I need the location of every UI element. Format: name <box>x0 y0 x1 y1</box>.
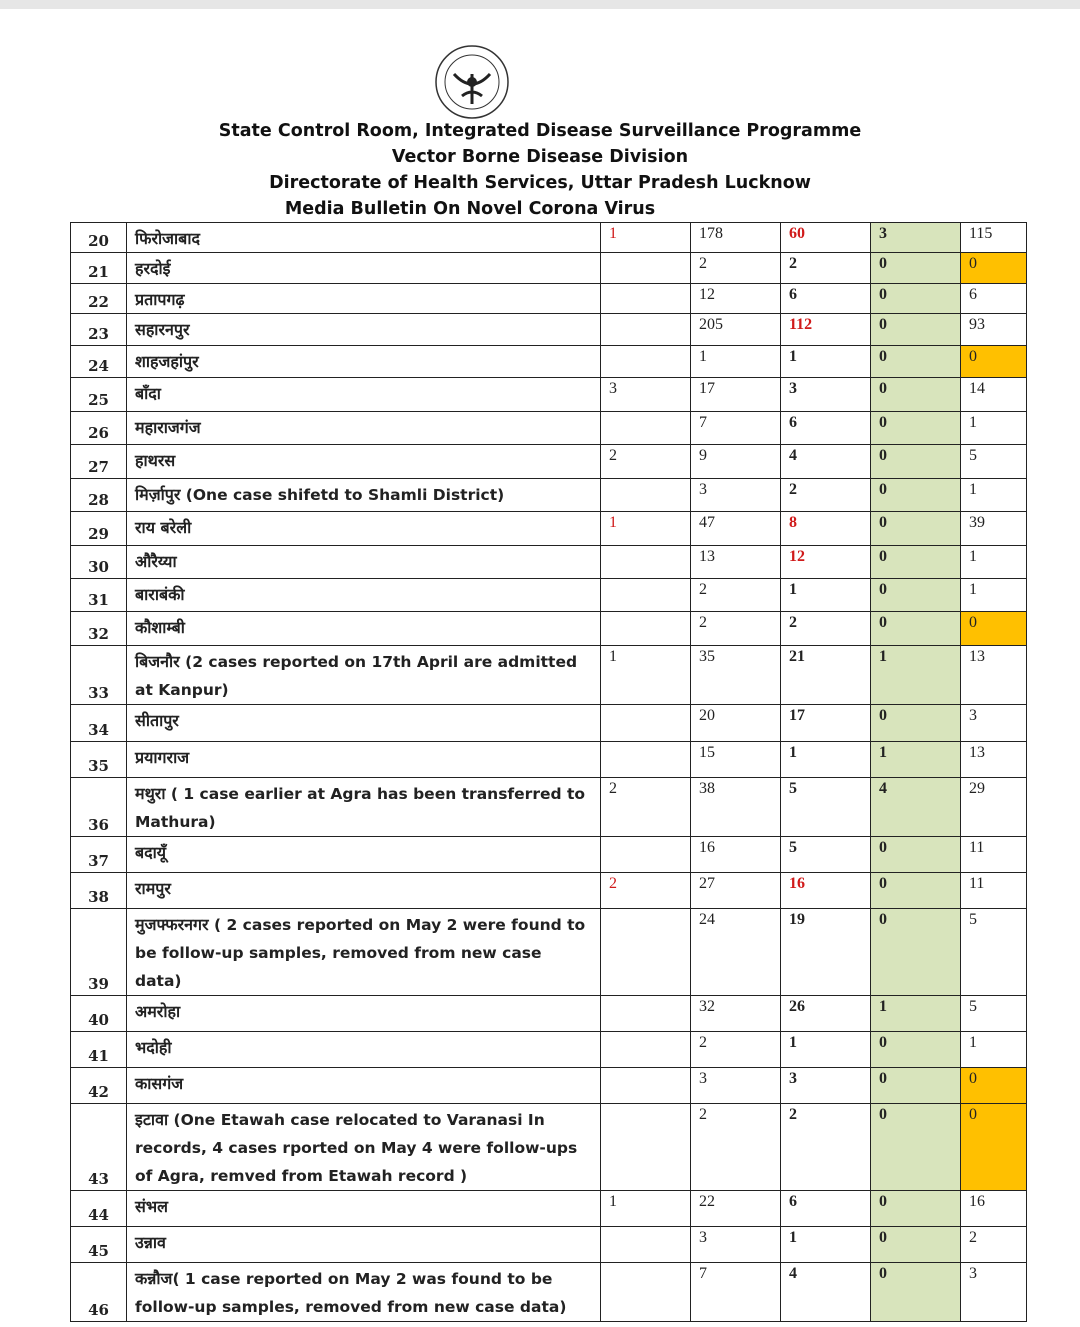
serial-number: 24 <box>71 346 127 378</box>
district-cases-table <box>70 222 1027 1322</box>
col-1-value <box>601 837 691 873</box>
table-row <box>71 705 1027 742</box>
district-name: प्रतापगढ़ <box>135 290 185 309</box>
serial-number: 39 <box>71 909 127 996</box>
district-name: सहारनपुर <box>135 320 190 339</box>
table-row <box>71 612 1027 646</box>
district-name: बदायूँ <box>135 843 167 862</box>
col-4-value: 1 <box>871 742 961 778</box>
district-name-cell <box>127 873 601 909</box>
col-3-value: 4 <box>781 445 871 479</box>
table-row <box>71 512 1027 546</box>
district-name: कासगंज <box>135 1074 184 1093</box>
col-2-value: 3 <box>691 479 781 512</box>
district-name-cell <box>127 778 601 837</box>
col-4-value: 0 <box>871 512 961 546</box>
district-name: औरैय्या <box>135 552 177 571</box>
district-name: कन्नौज <box>135 1269 173 1288</box>
table-row <box>71 579 1027 612</box>
district-name: शाहजहांपुर <box>135 352 199 371</box>
district-name-cell <box>127 909 601 996</box>
col-2-value: 3 <box>691 1227 781 1263</box>
table-row <box>71 1104 1027 1191</box>
col-2-value: 24 <box>691 909 781 996</box>
district-name: फिरोजाबाद <box>135 229 200 248</box>
col-2-value: 2 <box>691 253 781 284</box>
district-name-cell <box>127 445 601 479</box>
col-5-value: 5 <box>961 445 1027 479</box>
col-4-value: 0 <box>871 612 961 646</box>
serial-number: 34 <box>71 705 127 742</box>
col-3-value: 16 <box>781 873 871 909</box>
col-3-value: 2 <box>781 253 871 284</box>
col-5-value: 1 <box>961 546 1027 579</box>
table-row <box>71 479 1027 512</box>
serial-number: 20 <box>71 223 127 253</box>
district-name: बाराबंकी <box>135 585 185 604</box>
col-5-value: 5 <box>961 909 1027 996</box>
serial-number: 42 <box>71 1068 127 1104</box>
col-3-value: 8 <box>781 512 871 546</box>
col-2-value: 17 <box>691 378 781 412</box>
table-row <box>71 837 1027 873</box>
col-1-value <box>601 909 691 996</box>
col-4-value: 0 <box>871 546 961 579</box>
serial-number: 33 <box>71 646 127 705</box>
col-5-value: 16 <box>961 1191 1027 1227</box>
col-2-value: 1 <box>691 346 781 378</box>
col-4-value: 4 <box>871 778 961 837</box>
serial-number: 25 <box>71 378 127 412</box>
col-1-value: 2 <box>601 873 691 909</box>
col-4-value: 0 <box>871 378 961 412</box>
table-row <box>71 1032 1027 1068</box>
col-5-value: 14 <box>961 378 1027 412</box>
col-5-value: 6 <box>961 284 1027 314</box>
col-3-value: 21 <box>781 646 871 705</box>
col-1-value <box>601 705 691 742</box>
district-name: महाराजगंज <box>135 418 201 437</box>
col-4-value: 0 <box>871 445 961 479</box>
district-note: ( 1 case earlier at Agra has been transferred to Mathura) <box>135 785 586 831</box>
col-3-value: 3 <box>781 1068 871 1104</box>
col-2-value: 3 <box>691 1068 781 1104</box>
col-3-value: 112 <box>781 314 871 346</box>
col-4-value: 0 <box>871 1191 961 1227</box>
col-1-value: 1 <box>601 646 691 705</box>
col-1-value <box>601 284 691 314</box>
district-name-cell <box>127 1263 601 1322</box>
col-4-value: 0 <box>871 1032 961 1068</box>
district-name-cell <box>127 479 601 512</box>
district-note: (2 cases reported on 17th April are admitted at Kanpur) <box>135 653 578 699</box>
col-3-value: 1 <box>781 346 871 378</box>
table-row <box>71 314 1027 346</box>
col-1-value <box>601 579 691 612</box>
header-line-3: Directorate of Health Services, Uttar Pradesh Lucknow <box>269 173 811 193</box>
serial-number: 41 <box>71 1032 127 1068</box>
serial-number: 38 <box>71 873 127 909</box>
table-row <box>71 1068 1027 1104</box>
col-2-value: 27 <box>691 873 781 909</box>
col-2-value: 2 <box>691 579 781 612</box>
table-row <box>71 253 1027 284</box>
col-2-value: 22 <box>691 1191 781 1227</box>
col-5-value: 1 <box>961 412 1027 445</box>
district-name: बिजनौर <box>135 652 180 671</box>
col-3-value: 6 <box>781 412 871 445</box>
col-5-value: 1 <box>961 579 1027 612</box>
serial-number: 45 <box>71 1227 127 1263</box>
col-4-value: 0 <box>871 412 961 445</box>
district-name-cell <box>127 1104 601 1191</box>
col-1-value <box>601 996 691 1032</box>
col-2-value: 7 <box>691 1263 781 1322</box>
col-5-value: 13 <box>961 742 1027 778</box>
col-4-value: 0 <box>871 253 961 284</box>
col-4-value: 0 <box>871 909 961 996</box>
col-1-value: 2 <box>601 778 691 837</box>
district-name-cell <box>127 412 601 445</box>
table-row <box>71 223 1027 253</box>
district-name-cell <box>127 742 601 778</box>
col-1-value <box>601 1227 691 1263</box>
table-row <box>71 1191 1027 1227</box>
col-1-value <box>601 412 691 445</box>
col-2-value: 35 <box>691 646 781 705</box>
col-2-value: 13 <box>691 546 781 579</box>
col-1-value <box>601 1032 691 1068</box>
col-1-value <box>601 253 691 284</box>
table-row <box>71 546 1027 579</box>
serial-number: 31 <box>71 579 127 612</box>
serial-number: 46 <box>71 1263 127 1322</box>
col-5-value: 1 <box>961 1032 1027 1068</box>
district-name-cell <box>127 1068 601 1104</box>
district-name: राय बरेली <box>135 518 192 537</box>
col-2-value: 47 <box>691 512 781 546</box>
table-row <box>71 996 1027 1032</box>
district-name-cell <box>127 612 601 646</box>
col-3-value: 6 <box>781 1191 871 1227</box>
district-name: अमरोहा <box>135 1002 181 1021</box>
col-5-value: 0 <box>961 1104 1027 1191</box>
col-3-value: 5 <box>781 837 871 873</box>
table-row <box>71 873 1027 909</box>
district-name: इटावा <box>135 1110 169 1129</box>
col-5-value: 93 <box>961 314 1027 346</box>
district-name: संभल <box>135 1197 168 1216</box>
col-2-value: 205 <box>691 314 781 346</box>
serial-number: 37 <box>71 837 127 873</box>
col-4-value: 0 <box>871 1068 961 1104</box>
col-2-value: 178 <box>691 223 781 253</box>
col-4-value: 0 <box>871 346 961 378</box>
col-4-value: 0 <box>871 705 961 742</box>
col-1-value: 1 <box>601 1191 691 1227</box>
table-row <box>71 909 1027 996</box>
col-4-value: 0 <box>871 1227 961 1263</box>
col-5-value: 39 <box>961 512 1027 546</box>
col-5-value: 0 <box>961 1068 1027 1104</box>
col-4-value: 1 <box>871 996 961 1032</box>
district-note: ( 1 case reported on May 2 was found to be follow-up samples, removed from new case data) <box>135 1270 567 1316</box>
district-name-cell <box>127 646 601 705</box>
table-row <box>71 412 1027 445</box>
district-name: प्रयागराज <box>135 748 190 767</box>
table-row <box>71 1227 1027 1263</box>
col-1-value <box>601 314 691 346</box>
col-4-value: 0 <box>871 873 961 909</box>
col-5-value: 1 <box>961 479 1027 512</box>
top-bar <box>0 0 1080 9</box>
col-1-value <box>601 546 691 579</box>
col-5-value: 0 <box>961 612 1027 646</box>
col-2-value: 20 <box>691 705 781 742</box>
serial-number: 40 <box>71 996 127 1032</box>
district-name-cell <box>127 996 601 1032</box>
district-name-cell <box>127 705 601 742</box>
district-name-cell <box>127 512 601 546</box>
col-2-value: 2 <box>691 612 781 646</box>
col-4-value: 1 <box>871 646 961 705</box>
col-1-value: 2 <box>601 445 691 479</box>
district-name-cell <box>127 546 601 579</box>
col-3-value: 2 <box>781 612 871 646</box>
serial-number: 29 <box>71 512 127 546</box>
col-5-value: 11 <box>961 837 1027 873</box>
col-3-value: 60 <box>781 223 871 253</box>
col-2-value: 2 <box>691 1032 781 1068</box>
col-3-value: 17 <box>781 705 871 742</box>
col-5-value: 13 <box>961 646 1027 705</box>
col-2-value: 32 <box>691 996 781 1032</box>
col-4-value: 3 <box>871 223 961 253</box>
col-1-value <box>601 1068 691 1104</box>
col-4-value: 0 <box>871 284 961 314</box>
table-row <box>71 378 1027 412</box>
col-3-value: 6 <box>781 284 871 314</box>
col-1-value <box>601 1263 691 1322</box>
district-name: हरदोई <box>135 259 171 278</box>
district-name-cell <box>127 346 601 378</box>
district-name: सीतापुर <box>135 711 179 730</box>
district-name-cell <box>127 837 601 873</box>
district-name-cell <box>127 253 601 284</box>
district-name-cell <box>127 1032 601 1068</box>
header-line-4: Media Bulletin On Novel Corona Virus <box>284 199 656 219</box>
serial-number: 21 <box>71 253 127 284</box>
district-name: मुजफ्फरनगर <box>135 915 209 934</box>
col-1-value <box>601 742 691 778</box>
serial-number: 43 <box>71 1104 127 1191</box>
table-row <box>71 742 1027 778</box>
col-4-value: 0 <box>871 1104 961 1191</box>
district-note: (One Etawah case relocated to Varanasi In records, 4 cases rported on May 4 were follow-ups of Agra, remved from Etawah record ) <box>135 1111 578 1185</box>
serial-number: 28 <box>71 479 127 512</box>
col-1-value <box>601 1104 691 1191</box>
col-3-value: 26 <box>781 996 871 1032</box>
up-government-emblem-icon <box>434 44 510 120</box>
col-5-value: 2 <box>961 1227 1027 1263</box>
col-2-value: 7 <box>691 412 781 445</box>
col-5-value: 0 <box>961 346 1027 378</box>
header-line-1: State Control Room, Integrated Disease Surveillance Programme <box>218 121 862 141</box>
col-4-value: 0 <box>871 579 961 612</box>
district-name-cell <box>127 284 601 314</box>
col-1-value: 1 <box>601 223 691 253</box>
table-row <box>71 1263 1027 1322</box>
col-2-value: 12 <box>691 284 781 314</box>
col-4-value: 0 <box>871 479 961 512</box>
district-name: हाथरस <box>135 451 176 470</box>
col-5-value: 5 <box>961 996 1027 1032</box>
serial-number: 22 <box>71 284 127 314</box>
col-3-value: 12 <box>781 546 871 579</box>
district-name-cell <box>127 1227 601 1263</box>
col-5-value: 29 <box>961 778 1027 837</box>
col-3-value: 19 <box>781 909 871 996</box>
col-3-value: 1 <box>781 1032 871 1068</box>
table-row <box>71 646 1027 705</box>
col-3-value: 1 <box>781 742 871 778</box>
district-name-cell <box>127 314 601 346</box>
col-2-value: 9 <box>691 445 781 479</box>
district-note: ( 2 cases reported on May 2 were found to be follow-up samples, removed from new case data) <box>135 916 586 990</box>
district-name: रामपुर <box>135 879 171 898</box>
serial-number: 26 <box>71 412 127 445</box>
district-name: मिर्ज़ापुर <box>135 485 181 504</box>
col-1-value <box>601 612 691 646</box>
col-4-value: 0 <box>871 314 961 346</box>
col-5-value: 3 <box>961 1263 1027 1322</box>
col-1-value <box>601 346 691 378</box>
col-2-value: 15 <box>691 742 781 778</box>
col-1-value: 1 <box>601 512 691 546</box>
col-1-value: 3 <box>601 378 691 412</box>
header-line-2: Vector Borne Disease Division <box>391 147 689 167</box>
col-5-value: 11 <box>961 873 1027 909</box>
col-3-value: 5 <box>781 778 871 837</box>
district-name-cell <box>127 223 601 253</box>
col-3-value: 2 <box>781 479 871 512</box>
serial-number: 23 <box>71 314 127 346</box>
district-name: बाँदा <box>135 384 161 403</box>
district-name-cell <box>127 378 601 412</box>
col-2-value: 38 <box>691 778 781 837</box>
col-4-value: 0 <box>871 837 961 873</box>
serial-number: 30 <box>71 546 127 579</box>
district-name: भदोही <box>135 1038 172 1057</box>
col-2-value: 16 <box>691 837 781 873</box>
col-4-value: 0 <box>871 1263 961 1322</box>
col-5-value: 0 <box>961 253 1027 284</box>
district-name-cell <box>127 579 601 612</box>
col-2-value: 2 <box>691 1104 781 1191</box>
table-row <box>71 284 1027 314</box>
col-5-value: 3 <box>961 705 1027 742</box>
col-3-value: 2 <box>781 1104 871 1191</box>
serial-number: 35 <box>71 742 127 778</box>
table-row <box>71 778 1027 837</box>
col-5-value: 115 <box>961 223 1027 253</box>
col-1-value <box>601 479 691 512</box>
col-3-value: 1 <box>781 1227 871 1263</box>
col-3-value: 3 <box>781 378 871 412</box>
serial-number: 27 <box>71 445 127 479</box>
serial-number: 32 <box>71 612 127 646</box>
table-row <box>71 445 1027 479</box>
col-3-value: 4 <box>781 1263 871 1322</box>
district-name-cell <box>127 1191 601 1227</box>
col-3-value: 1 <box>781 579 871 612</box>
district-name: उन्नाव <box>135 1233 166 1252</box>
table-row <box>71 346 1027 378</box>
serial-number: 36 <box>71 778 127 837</box>
serial-number: 44 <box>71 1191 127 1227</box>
district-name: मथुरा <box>135 784 166 803</box>
district-name: कौशाम्बी <box>135 618 185 637</box>
district-note: (One case shifetd to Shamli District) <box>180 486 505 504</box>
